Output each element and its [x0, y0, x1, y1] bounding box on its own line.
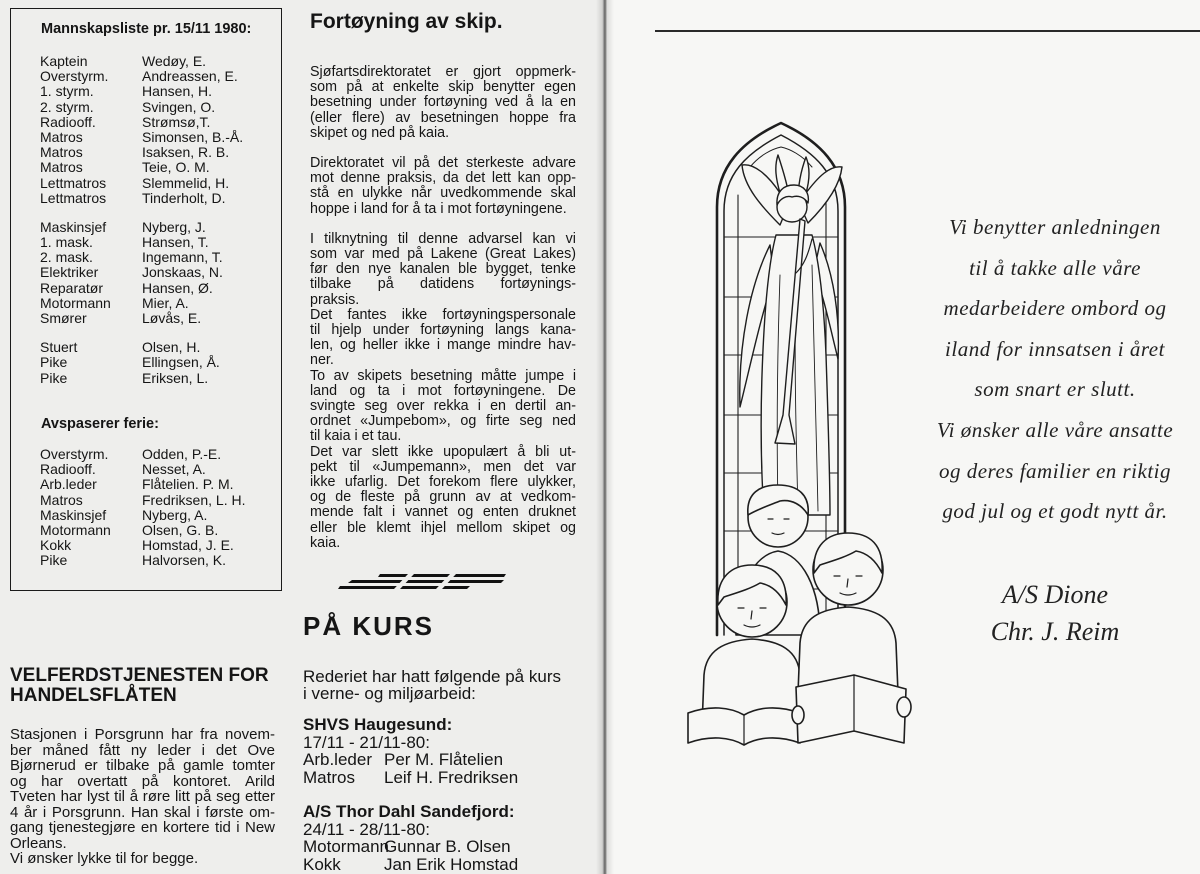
- text-line: til hjelp under fortøyning langs kana-: [310, 322, 576, 339]
- text-line: Sjøfartsdirektoratet er gjort oppmerk-: [310, 64, 576, 80]
- crew-groups: [40, 54, 243, 386]
- crew-name: Andreassen, E.: [142, 68, 238, 85]
- course-session: [303, 803, 518, 873]
- leave-name: Fredriksen, L. H.: [142, 491, 246, 508]
- greeting-line: iland for innsatsen i året: [945, 336, 1165, 361]
- text-line: Det fantes ikke fortøyningspersonale: [310, 306, 576, 323]
- greeting-line: god jul og et godt nytt år.: [942, 499, 1168, 524]
- crew-role: Lettmatros: [40, 189, 107, 206]
- paragraph: [310, 445, 576, 551]
- leave-list: [40, 447, 245, 569]
- participant-name: Jan Erik Homstad: [384, 854, 519, 874]
- crew-name: Tinderholt, D.: [142, 189, 226, 206]
- text-line: 4 år i Porsgrunn. Han skal i første om-: [10, 803, 275, 821]
- paragraph: [310, 65, 576, 141]
- crew-name: Ellingsen, Å.: [142, 354, 220, 371]
- decorative-divider: [338, 572, 508, 592]
- participant-role: Matros: [303, 767, 355, 787]
- text-line: tilbake på datidens fortøynings-: [310, 276, 576, 293]
- text-line: Direktoratet vil på det sterkeste advare: [310, 155, 576, 172]
- text-line: Stasjonen i Porsgrunn har fra novem-: [10, 726, 275, 743]
- leave-row: [40, 508, 245, 523]
- divider-stripe: [378, 574, 506, 577]
- leave-row: [40, 493, 245, 508]
- leave-row: [40, 447, 245, 462]
- participant-name: Gunnar B. Olsen: [384, 837, 511, 856]
- paragraph: [10, 851, 275, 867]
- crew-role: 1. mask.: [40, 234, 93, 251]
- crew-list-title: Mannskapsliste pr. 15/11 1980:: [41, 21, 252, 37]
- crew-role: Radiooff.: [40, 113, 96, 130]
- text-line: I tilknytning til denne advarsel kan vi: [310, 230, 576, 247]
- text-line: praksis.: [310, 291, 360, 308]
- crew-role: Pike: [40, 369, 68, 386]
- divider-stripe: [348, 580, 504, 583]
- text-line: Tveten har lyst til å røre litt på seg etter: [10, 788, 275, 805]
- crew-role: Maskinsjef: [40, 218, 107, 235]
- courses-heading: PÅ KURS: [303, 611, 435, 641]
- crew-list-box: [10, 8, 282, 591]
- courses-intro-line: i verne- og miljøarbeid:: [303, 684, 476, 703]
- crew-row: [40, 355, 243, 370]
- text-section: [10, 727, 275, 867]
- crew-name: Ingemann, T.: [142, 249, 223, 266]
- text-line: hoppe i land for å ta i mot fortøyningene.: [310, 200, 567, 217]
- text-line: og de fleste på grunn av at vedkom-: [310, 489, 576, 506]
- divider-stripe: [338, 586, 470, 589]
- leave-role: Matros: [40, 491, 83, 508]
- crew-name: Svingen, O.: [142, 98, 216, 115]
- leave-name: Odden, P.-E.: [142, 446, 222, 462]
- crew-row: [40, 296, 243, 311]
- text-line: og har overtatt på kontoret. Arild: [10, 772, 275, 790]
- participant: [303, 838, 518, 856]
- text-line: som på at enkelte skip benytter egen: [310, 79, 576, 96]
- leave-name: Flåtelien. P. M.: [142, 476, 234, 493]
- crew-row: [40, 145, 243, 160]
- leave-role: Arb.leder: [40, 476, 97, 493]
- paragraph: [310, 369, 576, 445]
- courses-intro: [303, 668, 561, 702]
- crew-row: [40, 235, 243, 250]
- crew-role: 2. mask.: [40, 249, 93, 266]
- welfare-heading-line: VELFERDSTJENESTEN FOR: [10, 665, 269, 686]
- leave-name: Homstad, J. E.: [142, 537, 234, 554]
- leave-role: Radiooff.: [40, 461, 96, 478]
- crew-name: Slemmelid, H.: [142, 174, 230, 191]
- leave-row: [40, 553, 245, 568]
- text-section: [310, 65, 576, 141]
- crew-group: [40, 54, 243, 206]
- crew-row: [40, 130, 243, 145]
- crew-name: Eriksen, L.: [142, 369, 209, 386]
- text-section: [310, 156, 576, 217]
- crew-row: [40, 281, 243, 296]
- participant: [303, 856, 518, 874]
- crew-role: Motormann: [40, 294, 111, 311]
- text-line: To av skipets besetning måtte jumpe i: [310, 367, 576, 384]
- welfare-heading-line: HANDELSFLÅTEN: [10, 685, 177, 706]
- text-line: gang tjenestegjøre en kortere tid i New: [10, 819, 275, 836]
- greeting-line: som snart er slutt.: [974, 377, 1136, 402]
- leave-role: Overstyrm.: [40, 446, 109, 462]
- crew-row: [40, 84, 243, 99]
- leave-role: Pike: [40, 552, 68, 569]
- text-line: besetning under fortøyning ved å la en: [310, 94, 576, 111]
- text-line: len, og heller ikke i mange mindre hav-: [310, 337, 576, 354]
- leave-name: Nyberg, A.: [142, 506, 208, 523]
- session-dates: 24/11 - 28/11-80:: [303, 819, 430, 839]
- greeting-line: Vi ønsker alle våre ansatte: [936, 417, 1174, 442]
- text-line: ordnet «Jumpebom», og firte seg ned: [310, 413, 576, 430]
- crew-role: Kaptein: [40, 53, 88, 69]
- text-line: kaia.: [310, 534, 341, 551]
- crew-name: Løvås, E.: [142, 310, 202, 326]
- crew-row: [40, 191, 243, 206]
- leave-role: Maskinsjef: [40, 506, 107, 523]
- crew-name: Hansen, Ø.: [142, 279, 213, 296]
- crew-row: [40, 311, 243, 326]
- angel-figure: [740, 155, 842, 515]
- text-line: stå en ulykke når uvedkommende skal: [310, 185, 576, 202]
- welfare-body: [10, 727, 275, 867]
- mooring-heading: Fortøyning av skip.: [310, 10, 503, 33]
- crew-row: [40, 54, 243, 69]
- crew-name: Hansen, H.: [142, 83, 213, 100]
- leave-name: Nesset, A.: [142, 461, 206, 478]
- crew-role: Lettmatros: [40, 174, 107, 191]
- session-dates: 17/11 - 21/11-80:: [303, 732, 430, 752]
- text-line: land og ta i mot fortøyningene. De: [310, 382, 576, 399]
- crew-role: Reparatør: [40, 279, 104, 296]
- text-line: ikke ufarlig. Det forekom flere ulykker,: [310, 474, 576, 491]
- crew-row: [40, 115, 243, 130]
- leave-row: [40, 538, 245, 553]
- text-line: før den nye kanalen ble bygget, tenke: [310, 261, 576, 278]
- text-line: mende falt i vannet og enten druknet: [310, 504, 576, 521]
- crew-row: [40, 220, 243, 235]
- text-line: som var med på Lakene (Great Lakes): [310, 246, 576, 263]
- crew-row: [40, 340, 243, 355]
- text-line: eller ble klemt ihjel mellom skipet og: [310, 519, 576, 536]
- text-line: svingte seg over rekka i en dertil an-: [310, 398, 576, 415]
- crew-name: Wedøy, E.: [142, 53, 207, 69]
- crew-role: 1. styrm.: [40, 83, 94, 100]
- greeting-line: medarbeidere ombord og: [943, 296, 1167, 321]
- crew-role: Matros: [40, 159, 83, 176]
- crew-name: Simonsen, B.-Å.: [142, 128, 244, 145]
- text-line: (eller flere) av besetningen hoppe fra: [310, 109, 576, 126]
- crew-name: Hansen, T.: [142, 234, 209, 251]
- text-line: Bjørnerud er tilbake på gamle tomter: [10, 757, 275, 774]
- greeting-line: til å takke alle våre: [969, 255, 1141, 280]
- signature: [920, 576, 1190, 650]
- crew-name: Olsen, H.: [142, 339, 201, 356]
- crew-name: Jonskaas, N.: [142, 264, 223, 281]
- courses-intro-line: Rederiet har hatt følgende på kurs: [303, 667, 561, 686]
- crew-role: Overstyrm.: [40, 68, 109, 85]
- participant-role: Arb.leder: [303, 750, 372, 769]
- crew-row: [40, 100, 243, 115]
- leave-name: Halvorsen, K.: [142, 552, 227, 569]
- crew-row: [40, 176, 243, 191]
- crew-row: [40, 160, 243, 175]
- participant-name: Per M. Flåtelien: [384, 750, 504, 769]
- paragraph: [310, 308, 576, 369]
- greeting-line: Vi benytter anledningen: [949, 215, 1161, 239]
- signature-owner: Chr. J. Reim: [990, 617, 1120, 646]
- stained-glass-illustration: [680, 115, 920, 755]
- crew-row: [40, 265, 243, 280]
- crew-role: Elektriker: [40, 264, 99, 281]
- crew-role: Matros: [40, 128, 83, 145]
- crew-name: Teie, O. M.: [142, 159, 210, 176]
- top-rule: [655, 30, 1200, 32]
- text-line: skipet og ned på kaia.: [310, 124, 450, 141]
- text-line: Det var slett ikke upopulært å bli ut-: [310, 443, 576, 460]
- crew-group: [40, 340, 243, 386]
- welfare-article: [10, 666, 275, 867]
- course-session: [303, 716, 518, 786]
- christmas-greeting: [920, 207, 1190, 532]
- crew-row: [40, 250, 243, 265]
- crew-name: Mier, A.: [142, 294, 189, 311]
- courses-sessions: [303, 716, 518, 873]
- participant-role: Kokk: [303, 854, 341, 874]
- leave-list-title: Avspaserer ferie:: [41, 416, 159, 432]
- participant-role: Motormann: [303, 837, 389, 856]
- crew-role: Stuert: [40, 339, 78, 356]
- crew-row: [40, 371, 243, 386]
- crew-role: Smører: [40, 310, 87, 326]
- crew-name: Strømsø,T.: [142, 113, 211, 130]
- participant-name: Leif H. Fredriksen: [384, 767, 519, 787]
- mooring-article: [310, 9, 576, 551]
- signature-company: A/S Dione: [1001, 580, 1109, 609]
- crew-role: Matros: [40, 144, 83, 161]
- text-line: mot denne praksis, da det lett kan opp-: [310, 170, 576, 187]
- leave-row: [40, 462, 245, 477]
- leave-role: Kokk: [40, 537, 72, 554]
- paragraph: [310, 232, 576, 308]
- text-line: ber måned fått ny leder i det Ove: [10, 741, 275, 759]
- text-section: [310, 232, 576, 551]
- text-line: til kaia i et tau.: [310, 428, 402, 445]
- crew-name: Isaksen, R. B.: [142, 144, 230, 161]
- text-line: Vi ønsker lykke til for begge.: [10, 850, 199, 867]
- session-place: A/S Thor Dahl Sandefjord:: [303, 802, 515, 821]
- crew-group: [40, 220, 243, 326]
- crew-row: [40, 69, 243, 84]
- participant: [303, 751, 518, 769]
- leave-name: Olsen, G. B.: [142, 521, 219, 538]
- mooring-body: [310, 65, 576, 551]
- greeting-line: og deres familier en riktig: [938, 458, 1172, 483]
- text-line: Orleans.: [10, 834, 67, 852]
- leave-row: [40, 523, 245, 538]
- crew-role: Pike: [40, 354, 68, 371]
- crew-role: 2. styrm.: [40, 98, 94, 115]
- page-fold: [596, 0, 614, 874]
- leave-role: Motormann: [40, 521, 111, 538]
- participant: [303, 769, 518, 787]
- crew-name: Nyberg, J.: [142, 218, 206, 235]
- text-line: pekt til «Jumpemann», men det var: [310, 458, 576, 475]
- paragraph: [310, 156, 576, 217]
- text-line: ner.: [310, 352, 334, 369]
- leave-row: [40, 477, 245, 492]
- welfare-heading: [10, 666, 275, 706]
- session-place: SHVS Haugesund:: [303, 715, 453, 734]
- paragraph: [10, 727, 275, 851]
